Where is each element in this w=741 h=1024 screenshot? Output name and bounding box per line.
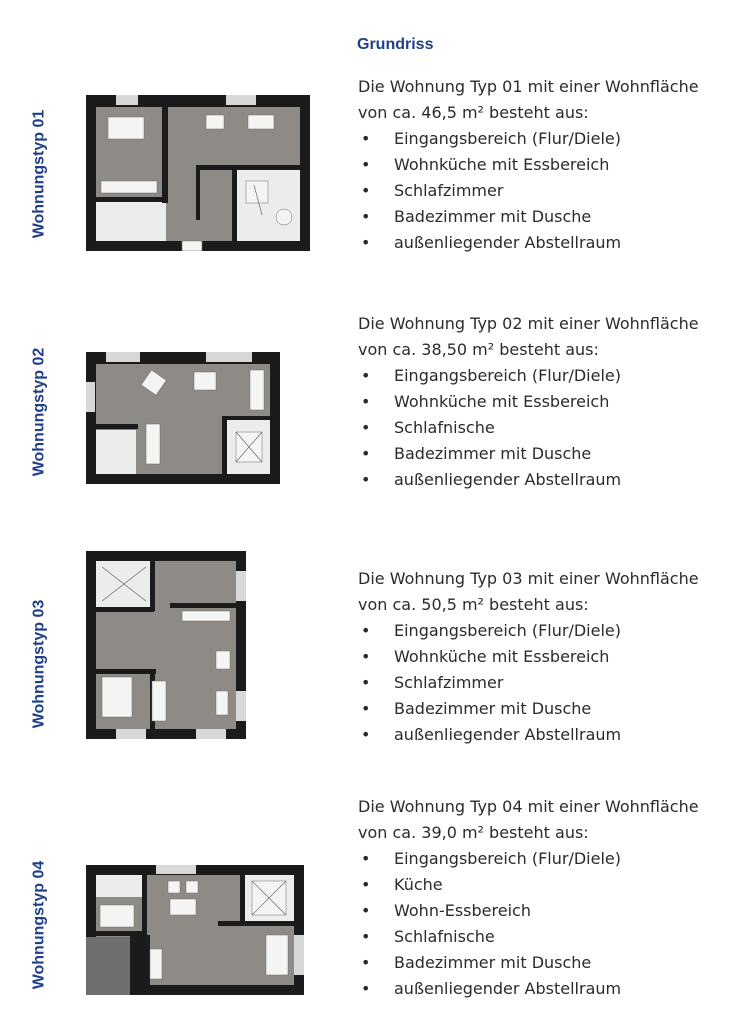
- list-item: • Badezimmer mit Dusche: [358, 204, 728, 230]
- type-03-room-list: [358, 618, 728, 748]
- type-02-room-list: [358, 363, 728, 493]
- list-item: • Schlafnische: [358, 924, 728, 950]
- floor-plan-type-03: [86, 551, 246, 739]
- list-item: • außenliegender Abstellraum: [358, 722, 728, 748]
- section-heading: Grundriss: [357, 36, 434, 53]
- type-02-label: Wohnungstyp 02: [30, 347, 47, 477]
- list-item: • Eingangsbereich (Flur/Diele): [358, 363, 728, 389]
- list-item: • Wohnküche mit Essbereich: [358, 644, 728, 670]
- list-item: • Wohnküche mit Essbereich: [358, 389, 728, 415]
- floor-plan-type-01: [86, 95, 310, 251]
- type-04-description: [358, 794, 728, 1002]
- type-02-description: [358, 311, 728, 493]
- list-item: • Eingangsbereich (Flur/Diele): [358, 846, 728, 872]
- type-01-label: Wohnungstyp 01: [30, 109, 47, 239]
- list-item: • Badezimmer mit Dusche: [358, 950, 728, 976]
- list-item: • Eingangsbereich (Flur/Diele): [358, 618, 728, 644]
- type-01-intro: Die Wohnung Typ 01 mit einer Wohnfläche von ca. 46,5 m² besteht aus:: [358, 77, 699, 122]
- type-03-intro: Die Wohnung Typ 03 mit einer Wohnfläche von ca. 50,5 m² besteht aus:: [358, 569, 699, 614]
- list-item: • außenliegender Abstellraum: [358, 976, 728, 1002]
- list-item: • Schlafzimmer: [358, 670, 728, 696]
- type-03-description: [358, 566, 728, 748]
- list-item: • Badezimmer mit Dusche: [358, 441, 728, 467]
- type-04-label: Wohnungstyp 04: [30, 860, 47, 990]
- list-item: • Badezimmer mit Dusche: [358, 696, 728, 722]
- list-item: • Schlafzimmer: [358, 178, 728, 204]
- type-02-intro: Die Wohnung Typ 02 mit einer Wohnfläche von ca. 38,50 m² besteht aus:: [358, 314, 699, 359]
- type-01-room-list: [358, 126, 728, 256]
- type-03-label: Wohnungstyp 03: [30, 599, 47, 729]
- type-04-room-list: [358, 846, 728, 1002]
- list-item: • außenliegender Abstellraum: [358, 230, 728, 256]
- type-04-intro: Die Wohnung Typ 04 mit einer Wohnfläche von ca. 39,0 m² besteht aus:: [358, 797, 699, 842]
- type-01-description: [358, 74, 728, 256]
- list-item: • Wohn-Essbereich: [358, 898, 728, 924]
- floor-plan-type-02: [86, 352, 280, 484]
- list-item: • Eingangsbereich (Flur/Diele): [358, 126, 728, 152]
- list-item: • Wohnküche mit Essbereich: [358, 152, 728, 178]
- list-item: • Schlafnische: [358, 415, 728, 441]
- list-item: • Küche: [358, 872, 728, 898]
- floor-plan-type-04: [86, 865, 304, 995]
- list-item: • außenliegender Abstellraum: [358, 467, 728, 493]
